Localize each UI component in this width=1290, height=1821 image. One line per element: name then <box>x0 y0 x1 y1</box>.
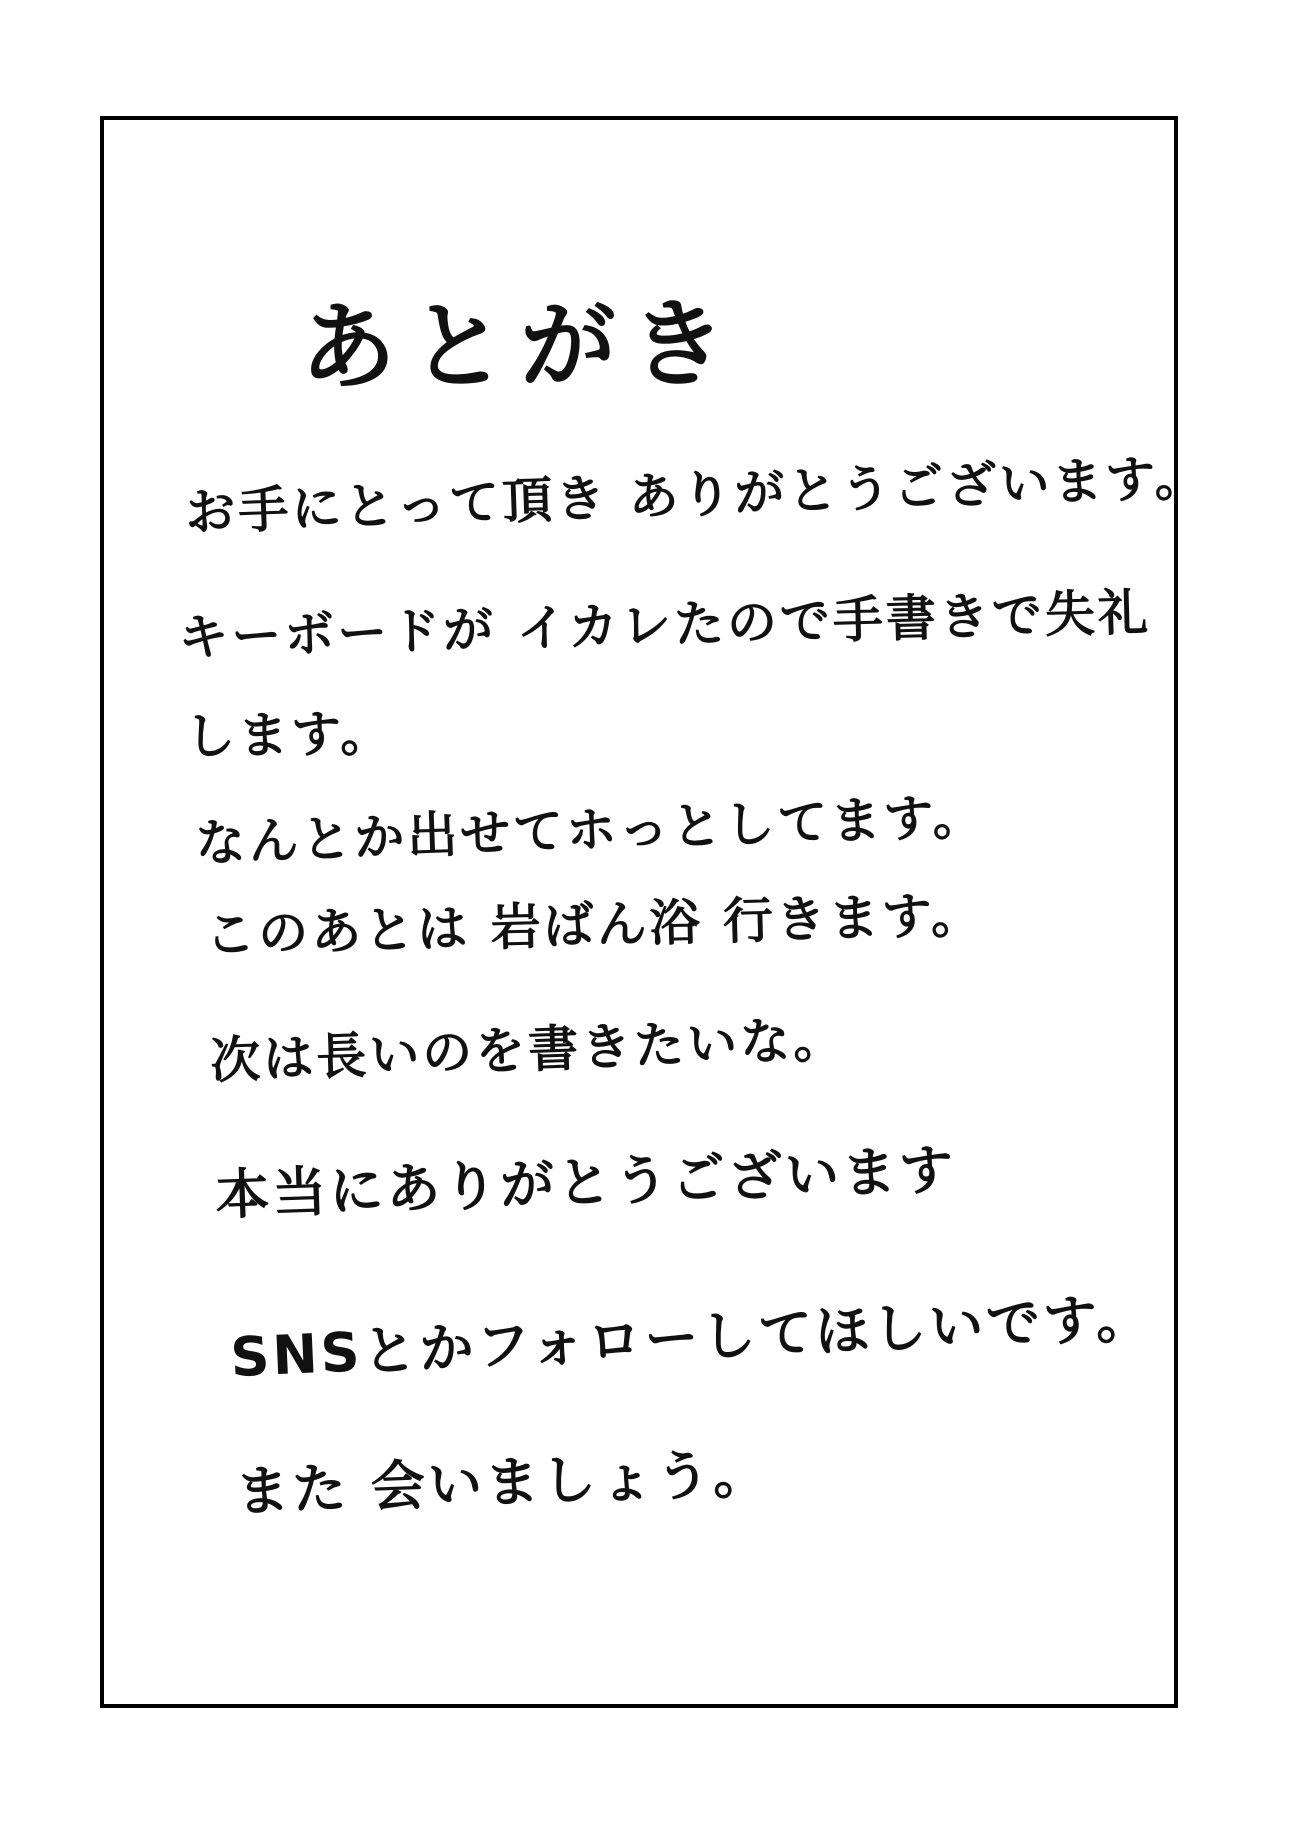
text-line: また 会いましょう。 <box>234 1441 771 1524</box>
text-line: SNSとかフォローしてほしいです。 <box>229 1285 1155 1390</box>
text-line: なんとか出せてホっとしてます。 <box>194 787 987 873</box>
text-line: お手にとって頂き ありがとうございます。 <box>184 448 1209 542</box>
text-line: このあとは 岩ばん浴 行きます。 <box>204 885 985 965</box>
text-line: 本当にありがとうございます <box>214 1138 958 1227</box>
text-line: キーボードが イカレたので手書きで失礼 <box>177 583 1152 667</box>
text-line: します。 <box>184 704 394 766</box>
text-line: 次は長いのを書きたいな。 <box>209 1009 847 1091</box>
afterword-title: あとがき <box>299 288 741 404</box>
